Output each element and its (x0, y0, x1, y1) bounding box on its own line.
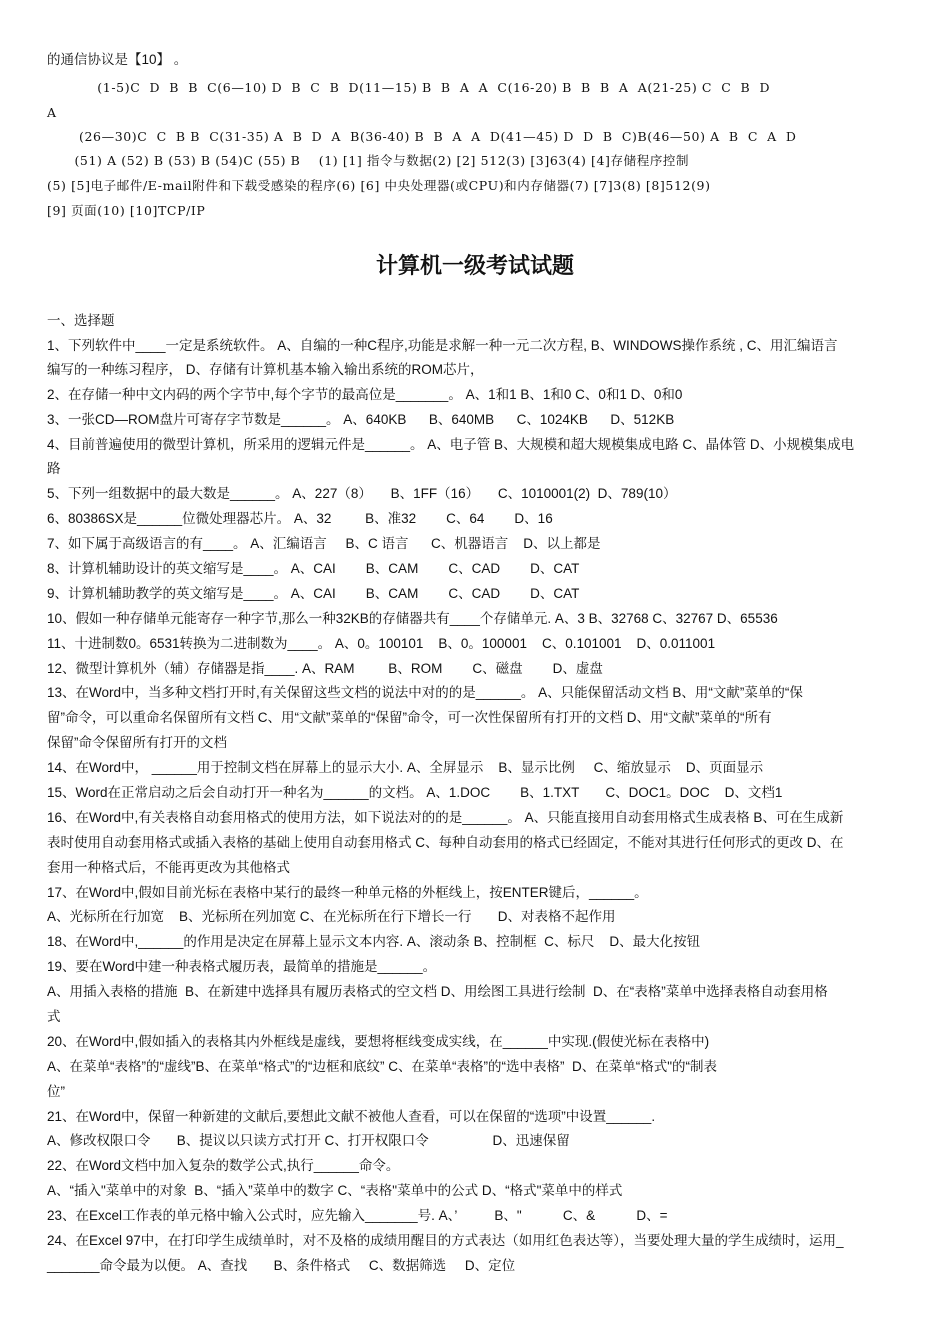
body-line: 21、在Word中，保留一种新建的文献后,要想此文献不被他人查看，可以在保留的“选项”中设置______. (47, 1109, 656, 1124)
body-line: 14、在Word中， ______用于控制文档在屏幕上的显示大小. A、全屏显示 B、显示比例 C、缩放显示 D、页面显示 (47, 760, 764, 775)
body-line: _______命令最为以便。 A、查找 B、条件格式 C、数据筛选 D、定位 (47, 1258, 516, 1273)
body-line: 19、要在Word中建一种表格式履历表，最简单的措施是______。 (47, 959, 437, 974)
body-line: A、“插入"菜单中的对象 B、“插入”菜单中的数字 C、“表格"菜单中的公式 D、“格式"菜单中的样式 (47, 1183, 623, 1198)
body-line: 保留”命令保留所有打开的文档 (47, 735, 227, 750)
body-line: 13、在Word中，当多种文档打开时,有关保留这些文档的说法中对的的是______。 A、只能保留活动文档 B、用“文献”菜单的“保 (47, 685, 803, 700)
answer-key-line-5: (5) [5]电子邮件/E-mail附件和下载受感染的程序(6) [6] 中央处理器(或CPU)和内存储器(7) [7]3(8) [8]512(9) (47, 178, 711, 193)
answer-key-line-1: (1-5)C D B B C(6—10) D B C B D(11—15) B B A A C(16-20) B B B A A(21-25) C C B D (47, 80, 771, 95)
body-line: A、用插入表格的措施 B、在新建中选择具有履历表格式的空文档 D、用绘图工具进行绘制 D、在“表格”菜单中选择表格自动套用格 (47, 984, 828, 999)
body-line: 8、计算机辅助设计的英文缩写是____。 A、CAI B、CAM C、CAD D、CAT (47, 561, 580, 576)
answer-key-line-3: (26—30)C C B B C(31-35) A B D A B(36-40) B B A A D(41—45) D D B C)B(46—50) A B C A D (47, 129, 797, 144)
body-line: 4、目前普遍使用的微型计算机，所采用的逻辑元件是______。 A、电子管 B、大规模和超大规模集成电路 C、晶体管 D、小规模集成电 (47, 437, 855, 452)
body-line: 6、80386SX是______位微处理器芯片。 A、32 B、准32 C、64 D、16 (47, 511, 553, 526)
body-line: 17、在Word中,假如目前光标在表格中某行的最终一种单元格的外框线上，按ENTER键后，______。 (47, 885, 648, 900)
body-line: 9、计算机辅助教学的英文缩写是____。 A、CAI B、CAM C、CAD D、CAT (47, 586, 580, 601)
body-line: 15、Word在正常启动之后会自动打开一种名为______的文档。 A、1.DOC B、1.TXT C、DOC1。DOC D、文档1 (47, 785, 783, 800)
body-line: 留”命令，可以重命名保留所有文档 C、用“文献”菜单的“保留”命令，可一次性保留所有打开的文档 D、用“文献”菜单的“所有 (47, 710, 772, 725)
body-line: 10、假如一种存储单元能寄存一种字节,那么一种32KB的存储器共有____个存储单元. A、3 B、32768 C、32767 D、65536 (47, 611, 778, 626)
body-line: 7、如下属于高级语言的有____。 A、汇编语言 B、C 语言 C、机器语言 D、以上都是 (47, 536, 601, 551)
body-line: 5、下列一组数据中的最大数是______。 A、227（8） B、1FF（16） C、1010001(2) D、789(10） (47, 486, 677, 501)
answer-key-line-4: (51) A (52) B (53) B (54)C (55) B (1) [1] 指令与数据(2) [2] 512(3) [3]63(4) [4]存储程序控制 (47, 153, 690, 168)
body-line: 路 (47, 461, 61, 476)
body-line: 16、在Word中,有关表格自动套用格式的使用方法，如下说法对的的是______。 A、只能直接用自动套用格式生成表格 B、可在生成新 (47, 810, 844, 825)
body-line: 22、在Word文档中加入复杂的数学公式,执行______命令。 (47, 1158, 400, 1173)
body-line: 20、在Word中,假如插入的表格其内外框线是虚线，要想将框线变成实线，在______中实现.(假使光标在表格中) (47, 1034, 710, 1049)
body-line: A、修改权限口令 B、提议以只读方式打开 C、打开权限口令 D、迅速保留 (47, 1133, 570, 1148)
body-line: 套用一种格式后，不能再更改为其他格式 (47, 860, 290, 875)
body-line: 式 (47, 1009, 61, 1024)
answer-key-line-6: [9] 页面(10) [10]TCP/IP (47, 203, 206, 218)
body-line: A、在菜单“表格”的“虚线”B、在菜单“格式”的“边框和底纹” C、在菜单“表格”的“选中表格” D、在菜单“格式"的“制表 (47, 1059, 717, 1074)
body-line: 表时使用自动套用格式或插入表格的基础上使用自动套用格式 C、每种自动套用的格式已经固定，不能对其进行任何形式的更改 D、在 (47, 835, 844, 850)
body-line: 位” (47, 1084, 65, 1099)
body-line: 编写的一种练习程序， D、存储有计算机基本输入输出系统的ROM芯片， (47, 362, 484, 377)
body-line: 2、在存储一种中文内码的两个字节中,每个字节的最高位是_______。 A、1和1 B、1和0 C、0和1 D、0和0 (47, 387, 683, 402)
body-line: 3、一张CD—ROM盘片可寄存字节数是______。 A、640KB B、640MB C、1024KB D、512KB (47, 412, 675, 427)
header-line-1: 的通信协议是【10】 。 (47, 52, 188, 67)
body-line: 12、微型计算机外（辅）存储器是指____. A、RAM B、ROM C、磁盘 D、虚盘 (47, 661, 603, 676)
body-line: 24、在Excel 97中，在打印学生成绩单时，对不及格的成绩用醒目的方式表达（如用红色表达等），当要处理大量的学生成绩时，运用_ (47, 1233, 844, 1248)
body-line: 18、在Word中,______的作用是决定在屏幕上显示文本内容. A、滚动条 B、控制框 C、标尺 D、最大化按钮 (47, 934, 701, 949)
answer-key-line-2: A (47, 105, 57, 120)
body-line: 1、下列软件中____一定是系统软件。 A、自编的一种C程序,功能是求解一种一元二次方程, B、WINDOWS操作系统 , C、用汇编语言 (47, 338, 838, 353)
body-line: 23、在Excel工作表的单元格中输入公式时，应先输入_______号. A、’ B、" C、& D、= (47, 1208, 668, 1223)
body-line: 11、十进制数0。6531转换为二进制数为____。 A、0。100101 B、0。100001 C、0.101001 D、0.011001 (47, 636, 716, 651)
body-line: 一、选择题 (47, 313, 115, 328)
page-title: 计算机一级考试试题 (375, 254, 574, 279)
body-line: A、光标所在行加宽 B、光标所在列加宽 C、在光标所在行下增长一行 D、对表格不起作用 (47, 909, 616, 924)
